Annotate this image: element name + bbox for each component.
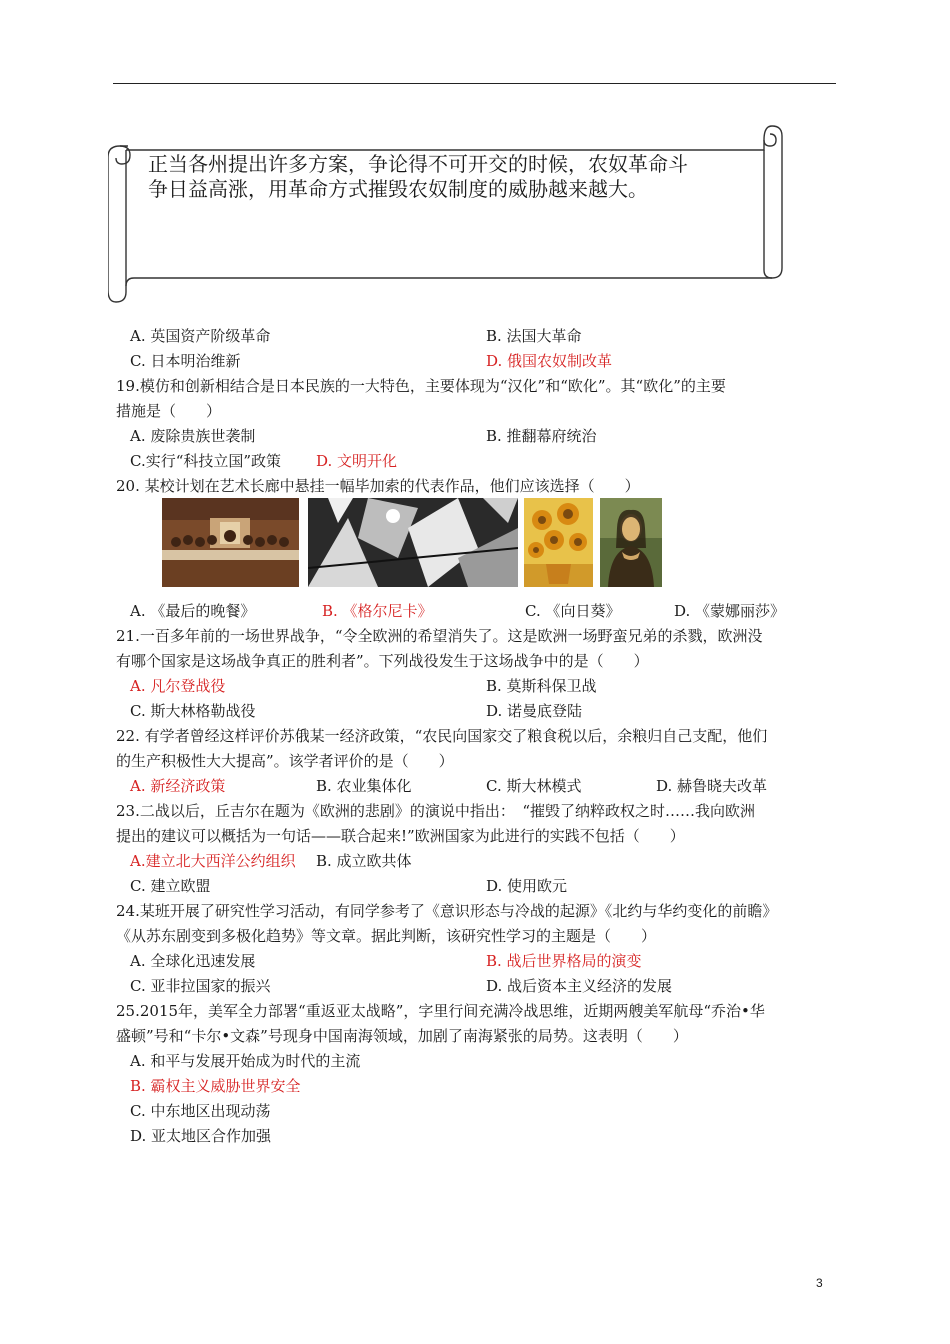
q19-stem-1: 19.模仿和创新相结合是日本民族的一大特色，主要体现为“汉化”和“欧化”。其“欧化”的主要 [116, 377, 726, 395]
q25-option-b: B. 霸权主义威胁世界安全 [130, 1077, 301, 1095]
painting-guernica-image [308, 498, 518, 587]
q25-stem-2: 盛顿”号和“卡尔•文森”号现身中国南海领域，加剧了南海紧张的局势。这表明（ ） [116, 1027, 688, 1045]
q25-option-c: C. 中东地区出现动荡 [130, 1102, 271, 1120]
painting-last-supper-image [162, 498, 299, 587]
q22-option-a: A. 新经济政策 [130, 777, 226, 795]
q24-option-b: B. 战后世界格局的演变 [486, 952, 642, 970]
scroll-line-2: 争日益高涨，用革命方式摧毁农奴制度的威胁越来越大。 [148, 177, 648, 201]
q24-option-d: D. 战后资本主义经济的发展 [486, 977, 673, 995]
painting-mona-lisa-image [600, 498, 662, 587]
q21-option-d: D. 诺曼底登陆 [486, 702, 583, 720]
q22-stem-1: 22. 有学者曾经这样评价苏俄某一经济政策，“农民向国家交了粮食税以后，余粮归自己支配，他们 [116, 727, 768, 745]
q24-stem-1: 24.某班开展了研究性学习活动，有同学参考了《意识形态与冷战的起源》《北约与华约变化的前瞻》 [116, 902, 778, 920]
q23-stem-2: 提出的建议可以概括为一句话——联合起来!”欧洲国家为此进行的实践不包括（ ） [116, 827, 685, 845]
q18-option-c: C. 日本明治维新 [130, 352, 241, 370]
q24-stem-2: 《从苏东剧变到多极化趋势》等文章。据此判断，该研究性学习的主题是（ ） [116, 927, 657, 945]
q20-stem: 20. 某校计划在艺术长廊中悬挂一幅毕加索的代表作品，他们应该选择（ ） [116, 477, 640, 495]
q23-stem-1: 23.二战以后，丘吉尔在题为《欧洲的悲剧》的演说中指出： “摧毁了纳粹政权之时……我向欧洲 [116, 802, 756, 820]
q19-option-d: D. 文明开化 [316, 452, 398, 470]
q20-option-b: B. 《格尔尼卡》 [322, 602, 433, 620]
q22-option-c: C. 斯大林模式 [486, 777, 582, 795]
scroll-quote-box [108, 122, 788, 304]
q18-option-b: B. 法国大革命 [486, 327, 582, 345]
q18-option-d: D. 俄国农奴制改革 [486, 352, 613, 370]
q23-option-d: D. 使用欧元 [486, 877, 568, 895]
q23-option-a: A.建立北大西洋公约组织 [130, 852, 296, 870]
q20-option-a: A. 《最后的晚餐》 [130, 602, 256, 620]
q25-option-a: A. 和平与发展开始成为时代的主流 [130, 1052, 361, 1070]
q23-option-b: B. 成立欧共体 [316, 852, 412, 870]
q21-option-c: C. 斯大林格勒战役 [130, 702, 256, 720]
q21-option-a: A. 凡尔登战役 [130, 677, 226, 695]
q19-option-c: C.实行“科技立国”政策 [130, 452, 282, 470]
q21-stem-1: 21.一百多年前的一场世界战争，“令全欧洲的希望消失了。这是欧洲一场野蛮兄弟的杀戮，欧洲没 [116, 627, 763, 645]
q19-option-b: B. 推翻幕府统治 [486, 427, 597, 445]
q25-option-d: D. 亚太地区合作加强 [130, 1127, 272, 1145]
page-number: 3 [816, 1276, 823, 1290]
header-rule [113, 83, 836, 84]
q18-option-a: A. 英国资产阶级革命 [130, 327, 271, 345]
q24-option-a: A. 全球化迅速发展 [130, 952, 256, 970]
q21-option-b: B. 莫斯科保卫战 [486, 677, 597, 695]
q20-option-c: C. 《向日葵》 [525, 602, 621, 620]
q19-option-a: A. 废除贵族世袭制 [130, 427, 256, 445]
q23-option-c: C. 建立欧盟 [130, 877, 211, 895]
scroll-frame [108, 122, 788, 304]
q21-stem-2: 有哪个国家是这场战争真正的胜利者”。下列战役发生于这场战争中的是（ ） [116, 652, 649, 670]
q22-option-b: B. 农业集体化 [316, 777, 412, 795]
q20-option-d: D. 《蒙娜丽莎》 [674, 602, 786, 620]
q19-stem-2: 措施是（ ） [116, 402, 222, 420]
painting-sunflowers-image [524, 498, 593, 587]
scroll-line-1: 正当各州提出许多方案，争论得不可开交的时候，农奴革命斗 [148, 152, 688, 176]
q22-option-d: D. 赫鲁晓夫改革 [656, 777, 768, 795]
q24-option-c: C. 亚非拉国家的振兴 [130, 977, 271, 995]
scroll-quote-text [148, 152, 748, 202]
q25-stem-1: 25.2015年，美军全力部署“重返亚太战略”，字里行间充满冷战思维，近期两艘美军航母“乔治•华 [116, 1002, 765, 1020]
q22-stem-2: 的生产积极性大大提高”。该学者评价的是（ ） [116, 752, 454, 770]
